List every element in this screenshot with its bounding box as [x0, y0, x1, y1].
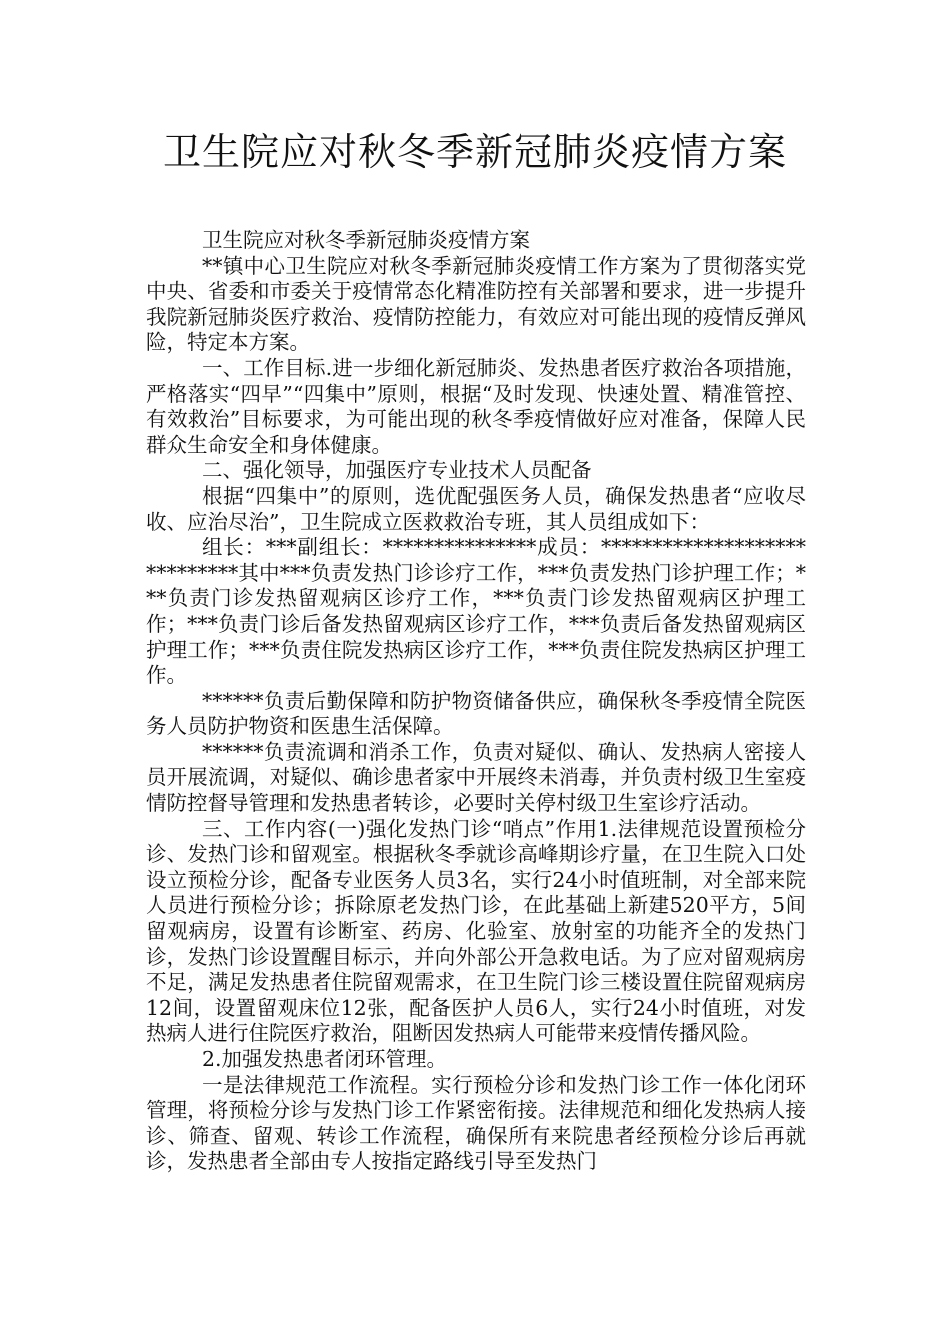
paragraph-logistics: ******负责后勤保障和防护物资储备供应，确保秋冬季疫情全院医务人员防护物资和医患生活保障。 — [146, 688, 806, 739]
paragraph-workflow: 一是法律规范工作流程。实行预检分诊和发热门诊工作一体化闭环管理，将预检分诊与发热门诊工作紧密衔接。法律规范和细化发热病人接诊、筛查、留观、转诊工作流程，确保所有来院患者经预检分诊后再就诊，发热患者全部由专人按指定路线引导至发热门 — [146, 1072, 806, 1174]
paragraph-staffing: 根据“四集中”的原则，选优配强医务人员，确保发热患者“应收尽收、应治尽治”，卫生院成立医救救治专班，其人员组成如下： — [146, 483, 806, 534]
paragraph-epidemiology: ******负责流调和消杀工作，负责对疑似、确认、发热病人密接人员开展流调，对疑似、确诊患者家中开展终未消毒，并负责村级卫生室疫情防控督导管理和发热患者转诊，必要时关停村级卫生室诊疗活动。 — [146, 739, 806, 816]
document-body — [146, 228, 806, 1175]
paragraph-team-members: 组长：***副组长：***************成员：*****************************其中***负责发热门诊诊疗工作，***负责发热门诊护理工作；***负责门诊发热留观病区诊疗工作，***负责门诊发热留观病区护理工作；***负责门诊后备发热留观病区诊疗工作，***负责后备发热留观病区护理工作；***负责住院发热病区诊疗工作，***负责住院发热病区护理工作。 — [146, 535, 806, 688]
paragraph-work-goal: 一、工作目标.进一步细化新冠肺炎、发热患者医疗救治各项措施，严格落实“四早”“四集中”原则，根据“及时发现、快速处置、精准管控、有效救治”目标要求，为可能出现的秋冬季疫情做好应对准备，保障人民群众生命安全和身体健康。 — [146, 355, 806, 457]
paragraph-subtitle: 卫生院应对秋冬季新冠肺炎疫情方案 — [202, 228, 530, 252]
paragraph-section-two-heading: 二、强化领导，加强医疗专业技术人员配备 — [202, 458, 592, 483]
paragraph-intro: **镇中心卫生院应对秋冬季新冠肺炎疫情工作方案为了贯彻落实党中央、省委和市委关于疫情常态化精准防控有关部署和要求，进一步提升我院新冠肺炎医疗救治、疫情防控能力，有效应对可能出现的疫情反弹风险，特定本方案。 — [146, 253, 806, 355]
paragraph-closed-loop-heading: 2.加强发热患者闭环管理。 — [202, 1047, 448, 1071]
document-title: 卫生院应对秋冬季新冠肺炎疫情方案 — [162, 130, 787, 174]
paragraph-work-content: 三、工作内容(一)强化发热门诊“哨点”作用1.法律规范设置预检分诊、发热门诊和留观室。根据秋冬季就诊高峰期诊疗量，在卫生院入口处设立预检分诊，配备专业医务人员3名，实行24小时值班制，对全部来院人员进行预检分诊；拆除原老发热门诊，在此基础上新建520平方，5间留观病房，设置有诊断室、药房、化验室、放射室的功能齐全的发热门诊，发热门诊设置醒目标示，并向外部公开急救电话。为了应对留观病房不足，满足发热患者住院留观需求，在卫生院门诊三楼设置住院留观病房12间，设置留观床位12张，配备医护人员6人，实行24小时值班，对发热病人进行住院医疗救治，阻断因发热病人可能带来疫情传播风险。 — [146, 816, 806, 1046]
